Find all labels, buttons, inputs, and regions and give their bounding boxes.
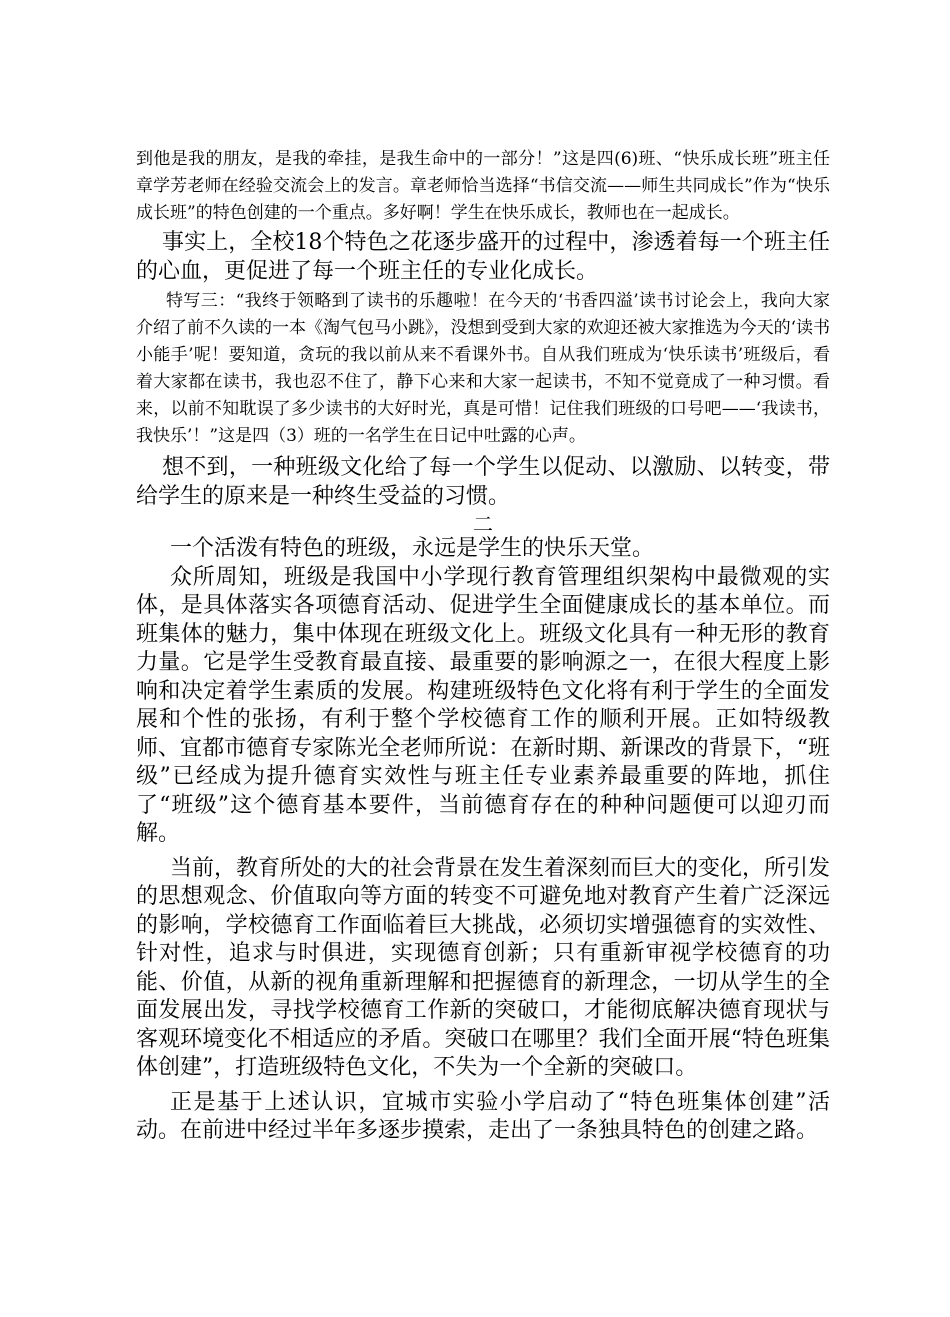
- paragraph-happy-class: 一个活泼有特色的班级，永远是学生的快乐天堂。: [170, 536, 655, 561]
- paragraph-teacher-growth: 事实上，全校18个特色之花逐步盛开的过程中，渗透着每一个班主任的心血，更促进了每一个班主任的专业化成长。: [136, 230, 830, 284]
- paragraph-letter-excerpt: 到他是我的朋友，是我的牵挂，是我生命中的一部分！”这是四(6)班、“快乐成长班”班主任章学芳老师在经验交流会上的发言。章老师恰当选择“书信交流——师生共同成长”作为“快乐成长班”的特色创建的一个重点。多好啊！学生在快乐成长，教师也在一起成长。: [136, 149, 830, 223]
- document-page: [136, 146, 830, 1146]
- paragraph-habit: 想不到，一种班级文化给了每一个学生以促动、以激励、以转变，带给学生的原来是一种终生受益的习惯。: [136, 455, 830, 509]
- section-heading: 二: [473, 512, 493, 536]
- paragraph-class-culture: 众所周知，班级是我国中小学现行教育管理组织架构中最微观的实体，是具体落实各项德育活动、促进学生全面健康成长的基本单位。而班集体的魅力，集中体现在班级文化上。班级文化具有一种无形的教育力量。它是学生受教育最直接、最重要的影响源之一，在很大程度上影响和决定着学生素质的发展。构建班级特色文化将有利于学生的全面发展和个性的张扬，有利于整个学校德育工作的顺利开展。正如特级教师、宜都市德育专家陈光全老师所说：在新时期、新课改的背景下，“班级”已经成为提升德育实效性与班主任专业素养最重要的阵地，抓住了“班级”这个德育基本要件，当前德育存在的种种问题便可以迎刃而解。: [136, 564, 830, 846]
- paragraph-moral-education: 当前，教育所处的大的社会背景在发生着深刻而巨大的变化，所引发的思想观念、价值取向等方面的转变不可避免地对教育产生着广泛深远的影响，学校德育工作面临着巨大挑战，必须切实增强德育的实效性、针对性，追求与时俱进，实现德育创新；只有重新审视学校德育的功能、价值，从新的视角重新理解和把握德育的新理念，一切从学生的全面发展出发，寻找学校德育工作新的突破口，才能彻底解决德育现状与客观环境变化不相适应的矛盾。突破口在哪里？我们全面开展“特色班集体创建”，打造班级特色文化，不失为一个全新的突破口。: [136, 855, 831, 1080]
- paragraph-feature-three: 特写三：“我终于领略到了读书的乐趣啦！在今天的‘书香四溢’读书讨论会上，我向大家介绍了前不久读的一本《淘气包马小跳》，没想到受到大家的欢迎还被大家推选为今天的‘读书小能手’呢！要知道，贪玩的我以前从来不看课外书。自从我们班成为‘快乐读书’班级后，看着大家都在读书，我也忍不住了，静下心来和大家一起读书，不知不觉竟成了一种习惯。看来，以前不知耽误了多少读书的大好时光，真是可惜！记住我们班级的口号吧——‘我读书，我快乐’！”这是四（3）班的一名学生在日记中吐露的心声。: [136, 291, 830, 446]
- paragraph-school-initiative: 正是基于上述认识，宜城市实验小学启动了“特色班集体创建”活动。在前进中经过半年多逐步摸索，走出了一条独具特色的创建之路。: [136, 1089, 830, 1143]
